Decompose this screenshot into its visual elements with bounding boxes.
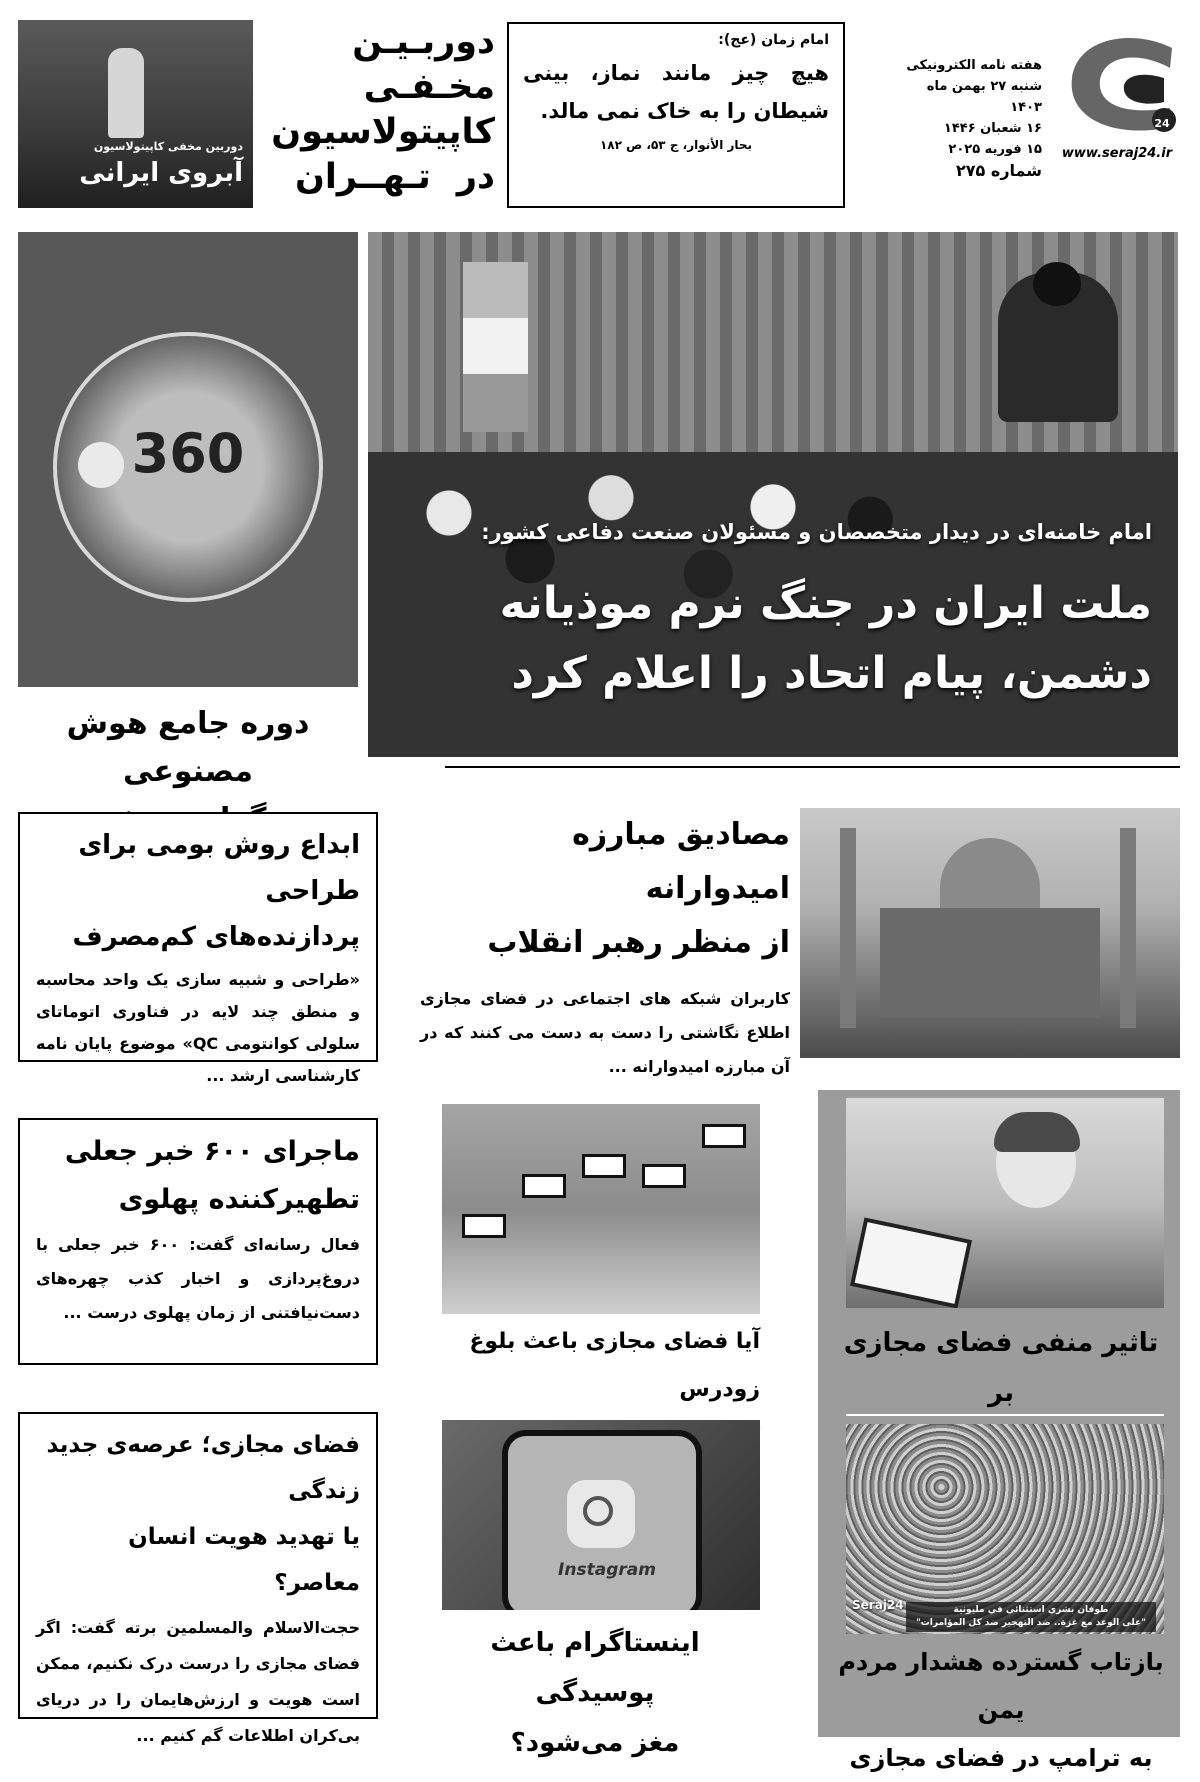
date-hijri: ۱۶ شعبان ۱۴۴۶: [943, 121, 1042, 136]
vr-kids-photo[interactable]: [442, 1104, 760, 1314]
camera-photo-caption-small: دوربین مخفی کاپیتولاسیون: [93, 140, 243, 153]
instagram-title[interactable]: [430, 1618, 760, 1768]
camera-story-photo[interactable]: [18, 20, 253, 208]
instagram-label: Instagram: [558, 1560, 656, 1580]
camera-title-line: کاپیتولاسیون: [271, 112, 495, 152]
yemen-rally-photo[interactable]: [846, 1424, 1164, 1634]
camera-title-line: در تـهــران: [295, 157, 495, 197]
seraj-logo: [1052, 28, 1182, 168]
ai-360-label: 360: [131, 422, 245, 485]
identity-body: حجت‌الاسلام والمسلمین برته گفت: اگر فضای مجازی را درست درک نکنیم، ممکن است هویت و ارزش‌هایمان را در دریای بی‌کران اطلاعات گم کنیم ...: [36, 1618, 360, 1745]
hopeful-title-line2: از منظر رهبر انقلاب: [487, 925, 790, 960]
quote-speaker: امام زمان (عج):: [718, 32, 829, 48]
vr-headset: [642, 1164, 686, 1188]
vr-headset: [702, 1124, 746, 1148]
camera-title-line: مخـفـی: [363, 67, 495, 107]
instagram-lens: [583, 1496, 613, 1526]
camera-story-title[interactable]: [271, 20, 495, 210]
instagram-title-line1: اینستاگرام باعث پوسیدگی: [490, 1628, 700, 1708]
quantum-article[interactable]: [18, 812, 378, 1085]
mosque-dome: [940, 838, 1040, 918]
lead-divider: [445, 766, 1180, 768]
hopeful-body: کاربران شبکه های اجتماعی در فضای مجازی اطلاع نگاشتی را دست به دست می کنند که در آن مبارزه امیدوارانه ...: [420, 989, 790, 1076]
instagram-icon: [567, 1480, 635, 1548]
iran-flag: [463, 262, 528, 432]
yemen-banner-line1: طوفان بشري استثنائي في مليونية: [953, 1605, 1109, 1615]
quote-box: [507, 22, 845, 208]
identity-title-line1: فضای مجازی؛ عرصه‌ی جدید زندگی: [46, 1432, 360, 1504]
quote-text: هیچ چیز مانند نماز، بینی شیطان را به خاک نمی مالد.: [523, 61, 829, 123]
masthead-info: [902, 55, 1042, 181]
yemen-photo-watermark: Seraj24: [852, 1598, 904, 1612]
vr-headset: [582, 1154, 626, 1178]
camera-title-line: دوربـیـن: [352, 22, 495, 62]
yemen-banner-line2: "على الوعد مع غزة.. ضد التهجير ضد كل المؤامرات": [916, 1618, 1146, 1628]
vr-headset: [462, 1214, 506, 1238]
quote-source: بحار الأنوار، ج ۵۳، ص ۱۸۲: [599, 138, 753, 152]
instagram-phone-photo[interactable]: [442, 1420, 760, 1610]
mosque-facade: [880, 908, 1100, 1018]
minaret-left: [840, 828, 856, 1028]
ai-course-photo[interactable]: [18, 232, 358, 687]
robot-icon: [78, 442, 124, 488]
logo-badge: 24: [1154, 117, 1170, 130]
hopeful-title-line1: مصادیق مبارزه امیدوارانه: [572, 817, 790, 906]
yemen-title-line1: بازتاب گسترده هشدار مردم یمن: [838, 1648, 1164, 1724]
date-gregorian: ۱۵ فوریه ۲۰۲۵: [948, 142, 1042, 157]
yemen-title-line2: به ترامپ در فضای مجازی: [849, 1744, 1153, 1772]
identity-title-line2: یا تهدید هویت انسان معاصر؟: [128, 1524, 360, 1596]
ai-course-title-line1: دوره جامع هوش مصنوعی: [66, 706, 310, 789]
fake-news-title-line1: ماجرای ۶۰۰ خبر جعلی: [64, 1136, 360, 1167]
child-hair: [994, 1112, 1080, 1152]
publication-kind: هفته نامه الکترونیکی: [906, 58, 1042, 73]
website-url: www.seraj24.ir: [1061, 146, 1173, 161]
fake-news-body: فعال رسانه‌ای گفت: ۶۰۰ خبر جعلی با دروغ‌پردازی و اخبار کذب چهره‌های دست‌نیافتنی از زمان پهلوی درست ...: [36, 1235, 360, 1322]
lead-photo[interactable]: [368, 232, 1178, 757]
quantum-title-line2: پردازنده‌های کم‌مصرف: [72, 922, 360, 952]
quantum-title-line1: ابداع روش بومی برای طراحی: [78, 830, 360, 906]
issue-number: شماره ۲۷۵: [956, 161, 1042, 180]
date-persian: شنبه ۲۷ بهمن ماه ۱۴۰۳: [926, 79, 1042, 115]
grey-column-divider: [846, 1414, 1164, 1416]
fake-news-title-line2: تطهیرکننده پهلوی: [118, 1184, 360, 1215]
lead-headline-line2: دشمن، پیام اتحاد را اعلام کرد: [511, 648, 1152, 699]
vr-kids-title-line1: آیا فضای مجازی باعث بلوغ زودرس: [469, 1329, 760, 1402]
camera-photo-caption-big: آبروی ایرانی: [79, 158, 243, 188]
instagram-title-line2: مغز می‌شود؟: [510, 1728, 680, 1758]
minaret-right: [1120, 828, 1136, 1028]
students-title-line1: تاثیر منفی فضای مجازی بر: [843, 1328, 1159, 1408]
fake-news-article[interactable]: [18, 1118, 378, 1365]
speaker-turban: [1033, 262, 1081, 306]
student-tablet-photo[interactable]: [846, 1098, 1164, 1308]
person-silhouette: [108, 48, 144, 138]
lead-kicker: امام خامنه‌ای در دیدار متخصصان و مسئولان صنعت دفاعی کشور:: [481, 520, 1152, 544]
yemen-photo-banner: [906, 1602, 1156, 1632]
yemen-title[interactable]: [836, 1638, 1166, 1782]
quantum-body: «طراحی و شبیه سازی یک واحد محاسبه و منطق چند لایه در فناوری اتوماتای سلولی کوانتومی QC» موضوع پایان نامه کارشناسی ارشد ...: [36, 970, 360, 1085]
hopeful-article[interactable]: [420, 808, 790, 1076]
mosque-photo[interactable]: [800, 808, 1180, 1058]
identity-article[interactable]: [18, 1412, 378, 1745]
tablet-device: [850, 1217, 972, 1308]
vr-headset: [522, 1174, 566, 1198]
lead-headline-line1: ملت ایران در جنگ نرم موذیانه: [499, 578, 1152, 629]
